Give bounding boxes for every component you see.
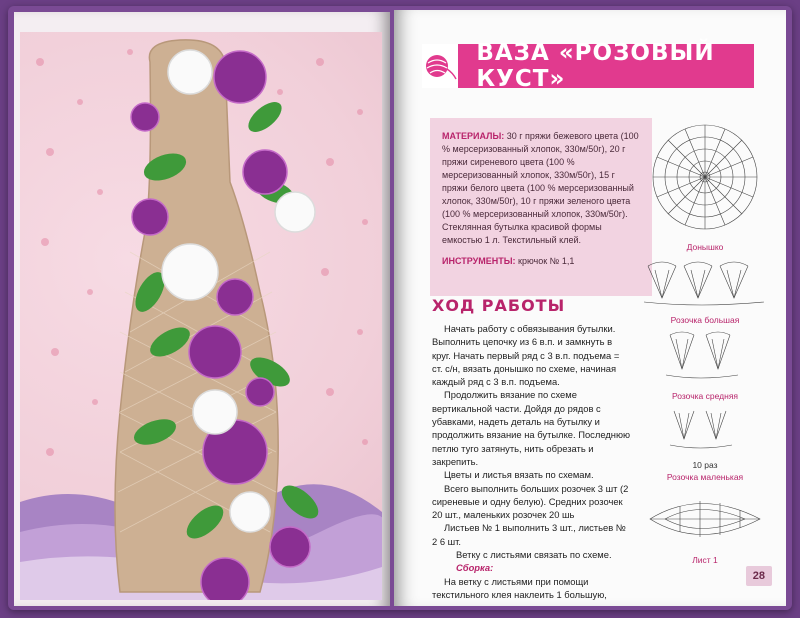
diagram-caption-rose-medium: Розочка средняя xyxy=(671,391,739,401)
diagram-caption-leaf: Лист 1 xyxy=(692,555,718,565)
page-number: 28 xyxy=(746,566,772,586)
paragraph: Продолжить вязание по схеме вертикальной части. Дойдя до рядов с убавками, надеть деталь на бутылку и продолжить вязание на бутылке. Последнюю петлю туго затянуть, нить обрезать и закрепить. xyxy=(432,389,631,467)
paragraph: Цветы и листья вязать по схемам. xyxy=(444,469,594,481)
diagram-caption-rose-large: Розочка большая xyxy=(670,315,740,325)
paragraph: Начать работу с обвязывания бутылки. Выполнить цепочку из 6 в.п. и замкнуть в круг. Начать первый ряд с 3 в.п. подъема = ст. с/н, вязать донышко по схеме, начиная каждый ряд с 3 в.п. подъема. xyxy=(432,323,620,388)
assembly-text: На ветку с листьями при помощи текстильного клея наклеить 1 большую, xyxy=(432,575,607,600)
paragraph: Листьев № 1 выполнить 3 шт., листьев № 2 6 шт. xyxy=(432,522,626,547)
paragraph: Всего выполнить больших розочек 3 шт (2 сиреневые и одну белую). Средних розочек 20 шт., маленьких розочек 20 шь xyxy=(432,482,629,521)
instructions xyxy=(432,322,632,601)
title-bar xyxy=(422,40,754,92)
materials-paragraph xyxy=(442,130,642,247)
materials-text: 30 г пряжи бежевого цвета (100 % мерсеризованный хлопок, 330м/50г), 20 г пряжи сиреневого цвета (100 % мерсеризованный хлопок, 330м/50г), 15 г пряжи белого цвета (100 % мерсеризованный хлопок, 330м/50г), 10 г пряжи зеленого цвета (100 % мерсеризованный хлопок, 330м/50г). Стеклянная бутылка красивой формы емкостью 1 л. Текстильный клей. xyxy=(442,131,639,245)
materials-label: МАТЕРИАЛЫ: xyxy=(442,131,505,141)
yarn-ball-icon xyxy=(422,44,458,88)
tools-label: ИНСТРУМЕНТЫ: xyxy=(442,256,516,266)
tools-paragraph xyxy=(442,255,642,268)
diagram-column xyxy=(640,120,770,565)
rose-large-diagram xyxy=(640,258,770,308)
diagram-repeat-note: 10 раз xyxy=(692,460,718,470)
leaf-diagram xyxy=(640,490,770,548)
right-page xyxy=(394,10,786,606)
materials-box xyxy=(430,118,652,296)
left-page xyxy=(14,12,390,606)
assembly-label: Сборка: xyxy=(456,562,494,574)
vase-photo xyxy=(20,32,382,600)
page-title: ВАЗА «РОЗОВЫЙ КУСТ» xyxy=(476,40,715,92)
section-title: ХОД РАБОТЫ xyxy=(432,296,566,315)
diagram-caption-rose-small: Розочка маленькая xyxy=(666,472,744,482)
rose-medium-diagram xyxy=(640,329,770,384)
bottom-diagram xyxy=(640,120,770,235)
tools-text: крючок № 1,1 xyxy=(515,256,575,266)
diagram-caption-bottom: Донышко xyxy=(686,242,724,252)
paragraph: Ветку с листьями связать по схеме. xyxy=(456,549,612,561)
rose-small-diagram xyxy=(640,405,770,453)
